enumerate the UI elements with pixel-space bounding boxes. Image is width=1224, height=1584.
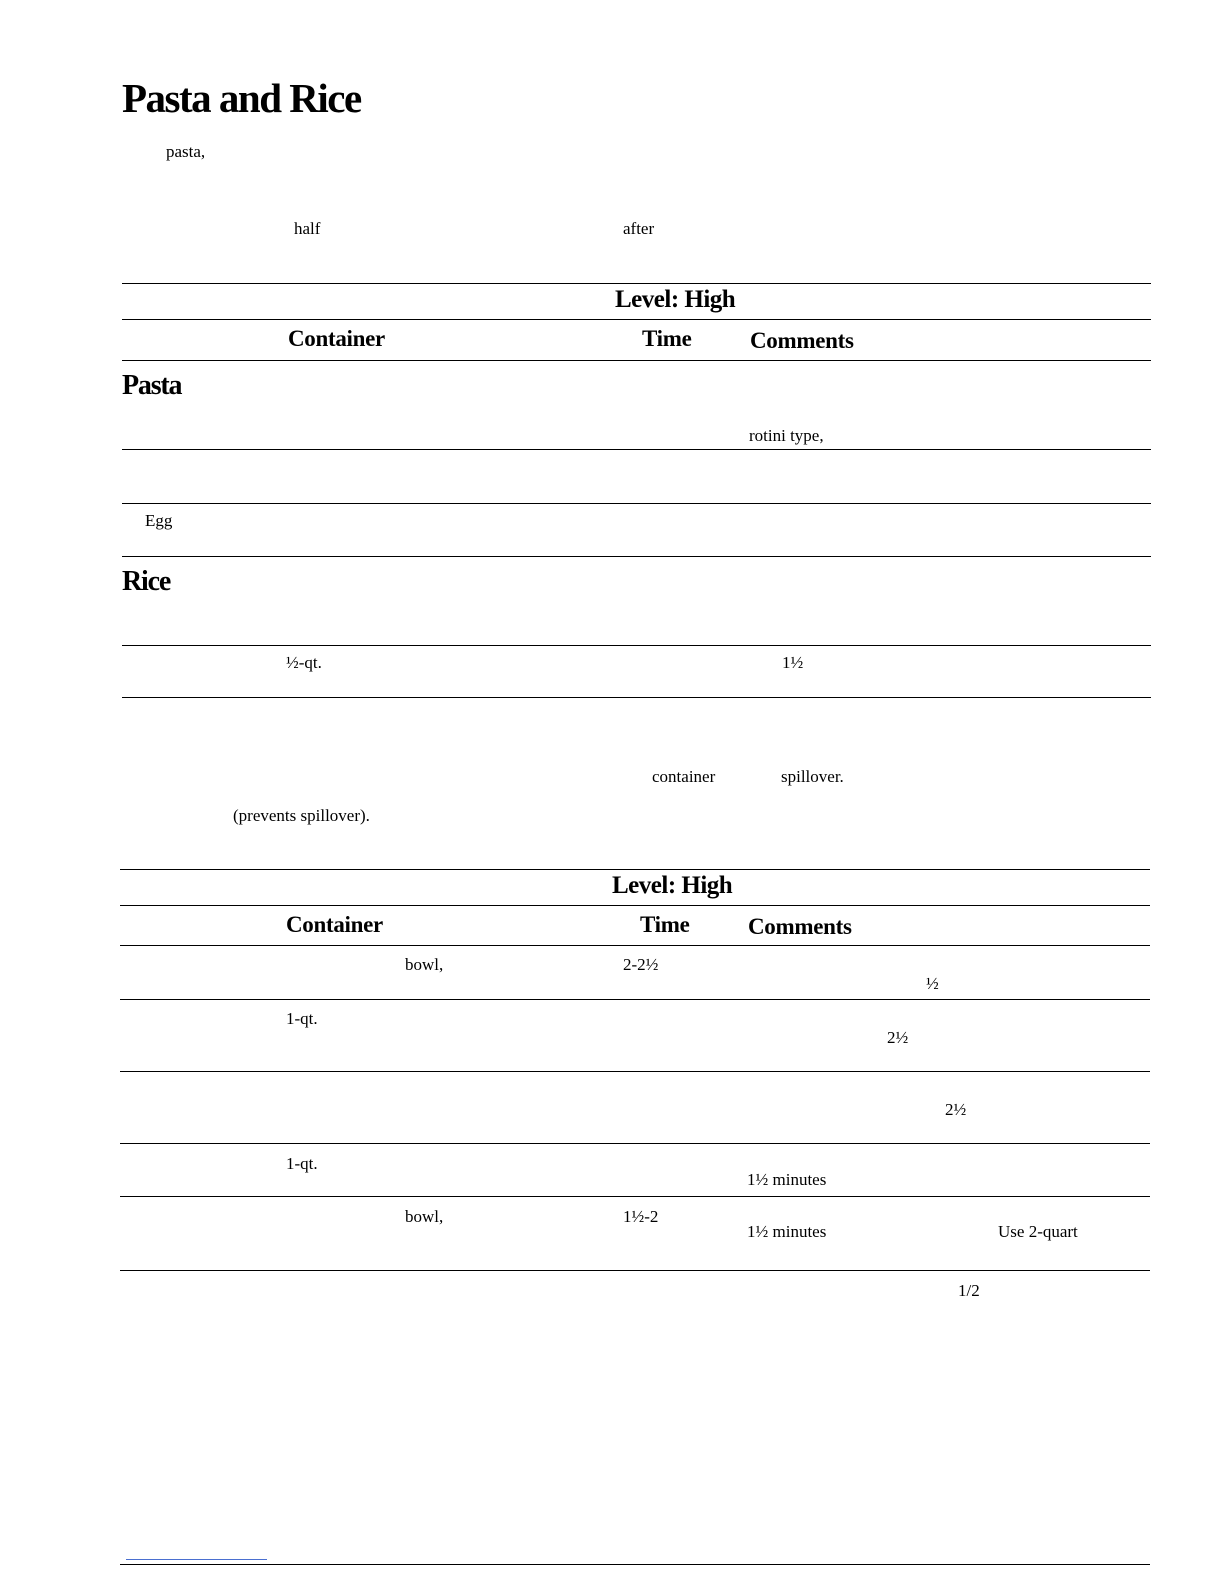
table1-bottom-rule — [122, 697, 1151, 698]
table2-columns-rule — [120, 945, 1150, 946]
pasta-comment: rotini type, — [749, 426, 824, 445]
egg-label: Egg — [145, 511, 173, 530]
table2-row-rule — [120, 1143, 1150, 1144]
table1-row-rule — [122, 645, 1151, 646]
table2-bottom-rule — [120, 1270, 1150, 1271]
t2-r1-time: 2-2½ — [623, 955, 659, 974]
page-title: Pasta and Rice — [122, 75, 361, 121]
t2-r1-comment: ½ — [926, 974, 939, 993]
table1-row-rule — [122, 556, 1151, 557]
t2-r5-comment: 1½ minutes — [747, 1222, 827, 1241]
table1-top-rule — [122, 283, 1151, 284]
t2-footnote: 1/2 — [958, 1281, 980, 1300]
table2-row-rule — [120, 1071, 1150, 1072]
t2-r4-comment: 1½ minutes — [747, 1170, 827, 1189]
table2-row-rule — [120, 1196, 1150, 1197]
note-prevents-spillover: (prevents spillover). — [233, 806, 370, 825]
rice-row-container: ½-qt. — [286, 653, 322, 672]
t2-r5-comment-b: Use 2-quart — [998, 1222, 1078, 1241]
t2-r1-container: bowl, — [405, 955, 444, 974]
t2-r2-container: 1-qt. — [286, 1009, 318, 1028]
rice-row-comment: 1½ — [782, 653, 804, 672]
section-rice: Rice — [122, 566, 171, 597]
intro-fragment-pasta: pasta, — [166, 142, 206, 161]
table1-row-rule — [122, 503, 1151, 504]
table2-row-rule — [120, 999, 1150, 1000]
table1-row-rule — [122, 449, 1151, 450]
table1-col-container: Container — [288, 326, 385, 351]
table2-top-rule — [120, 869, 1150, 870]
t2-r2-comment: 2½ — [887, 1028, 909, 1047]
footer-link-underline — [126, 1559, 267, 1560]
t2-r5-time: 1½-2 — [623, 1207, 659, 1226]
table2-header-rule — [120, 905, 1150, 906]
table2-col-time: Time — [640, 912, 690, 937]
table1-col-time: Time — [642, 326, 692, 351]
table1-col-comments: Comments — [750, 328, 854, 353]
table1-header-level: Level: High — [615, 286, 736, 313]
table2-col-comments: Comments — [748, 914, 852, 939]
table1-header-rule — [122, 319, 1151, 320]
table1-columns-rule — [122, 360, 1151, 361]
page-bottom-rule — [120, 1564, 1150, 1565]
t2-r4-container: 1-qt. — [286, 1154, 318, 1173]
note-spillover: spillover. — [781, 767, 844, 786]
note-container: container — [652, 767, 716, 786]
t2-r5-container: bowl, — [405, 1207, 444, 1226]
intro-fragment-half: half — [294, 219, 321, 238]
table2-header-level: Level: High — [612, 872, 733, 899]
intro-fragment-after: after — [623, 219, 655, 238]
section-pasta: Pasta — [122, 370, 182, 401]
table2-col-container: Container — [286, 912, 383, 937]
t2-r3-comment: 2½ — [945, 1100, 967, 1119]
